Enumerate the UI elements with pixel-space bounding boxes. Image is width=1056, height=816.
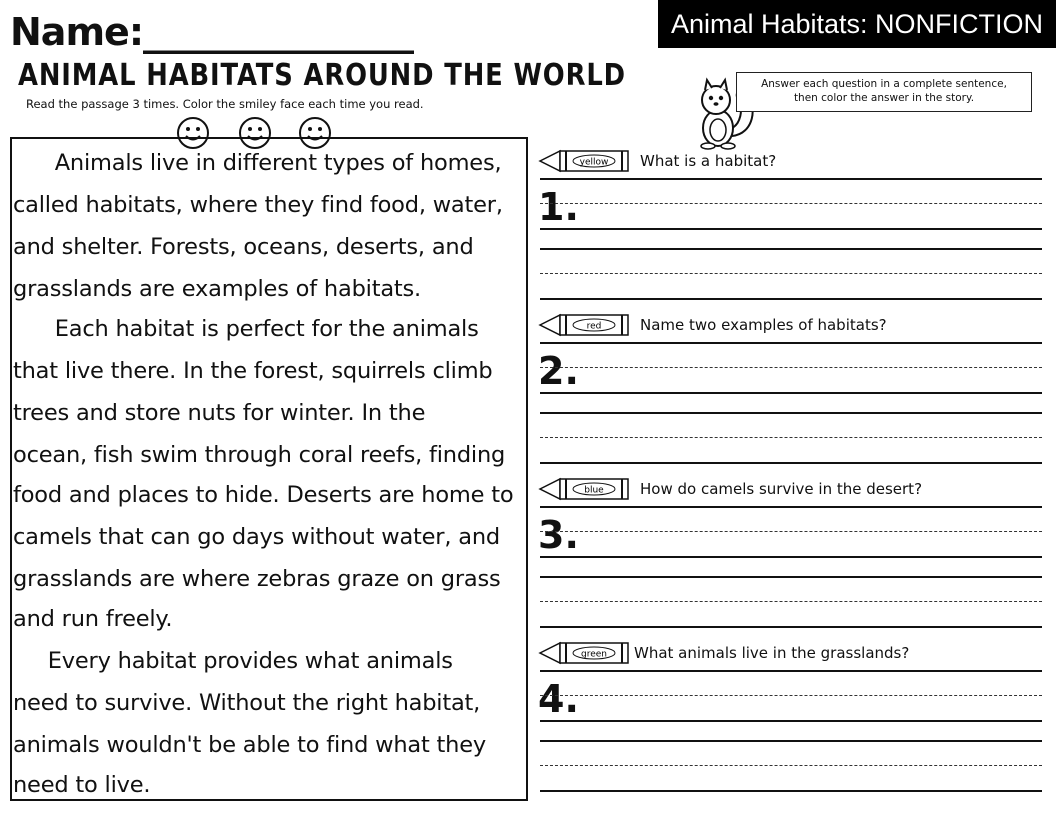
answer-line[interactable] [540,506,1042,508]
question-row [538,640,1044,664]
answer-line[interactable] [540,740,1042,742]
question-text: Name two examples of habitats? [640,316,887,334]
passage-line: Every habitat provides what animals [13,648,453,674]
passage-line: grasslands are examples of habitats. [13,276,422,302]
passage-line: food and places to hide. Deserts are home to [13,482,514,508]
answer-line[interactable] [540,178,1042,180]
answer-guide-line [540,695,1042,696]
crayon-color-label: yellow [579,157,609,168]
answer-line[interactable] [540,576,1042,578]
worksheet-title: ANIMAL HABITATS AROUND THE WORLD [18,58,626,93]
name-field-label[interactable]: Name:_______________ [10,10,414,54]
question-number: 1. [538,185,579,229]
passage-line: trees and store nuts for winter. In the [13,400,426,426]
passage-line: animals wouldn't be able to find what they [13,732,486,758]
question-text: What is a habitat? [640,152,777,170]
answer-line[interactable] [540,556,1042,558]
passage-line: grasslands are where zebras graze on grass [13,566,501,592]
question-number: 2. [538,349,579,393]
passage-line: need to survive. Without the right habitat, [13,690,481,716]
answer-line[interactable] [540,248,1042,250]
question-row [538,148,1044,172]
answer-guide-line [540,437,1042,438]
question-number: 4. [538,677,579,721]
answer-instruction-line: then color the answer in the story. [793,92,975,104]
passage-line: that live there. In the forest, squirrels climb [13,358,493,384]
answer-line[interactable] [540,670,1042,672]
passage-line: called habitats, where they find food, water, [13,192,503,218]
topic-badge [658,0,1056,48]
answer-line[interactable] [540,342,1042,344]
topic-badge-text: Animal Habitats: NONFICTION [670,8,1044,39]
crayon-icon [538,640,634,666]
answer-line[interactable] [540,228,1042,230]
answer-line[interactable] [540,720,1042,722]
answer-line[interactable] [540,412,1042,414]
passage-line: camels that can go days without water, and [13,524,500,550]
passage-line: Animals live in different types of homes, [13,150,502,176]
crayon-color-label: blue [584,485,604,496]
question-text: How do camels survive in the desert? [640,480,923,498]
answer-guide-line [540,203,1042,204]
answer-line[interactable] [540,790,1042,792]
crayon-color-label: green [581,649,607,660]
answer-guide-line [540,765,1042,766]
crayon-icon [538,476,634,502]
crayon-icon [538,312,634,338]
read-instruction: Read the passage 3 times. Color the smiley face each time you read. [26,97,424,111]
passage-line: ocean, fish swim through coral reefs, finding [13,442,506,468]
answer-line[interactable] [540,626,1042,628]
passage-line: Each habitat is perfect for the animals [13,316,479,342]
answer-instruction-line: Answer each question in a complete sentence, [761,78,1007,90]
crayon-icon [538,148,634,174]
answer-guide-line [540,601,1042,602]
question-row [538,312,1044,336]
answer-line[interactable] [540,298,1042,300]
passage-line: and shelter. Forests, oceans, deserts, and [13,234,474,260]
answer-line[interactable] [540,392,1042,394]
passage-line: and run freely. [13,606,173,632]
question-text: What animals live in the grasslands? [634,644,910,662]
answer-guide-line [540,273,1042,274]
answer-guide-line [540,367,1042,368]
question-number: 3. [538,513,579,557]
answer-guide-line [540,531,1042,532]
question-row [538,476,1044,500]
answer-instruction-box [736,72,1032,112]
passage-line: need to live. [13,772,151,798]
crayon-color-label: red [586,321,602,332]
answer-line[interactable] [540,462,1042,464]
